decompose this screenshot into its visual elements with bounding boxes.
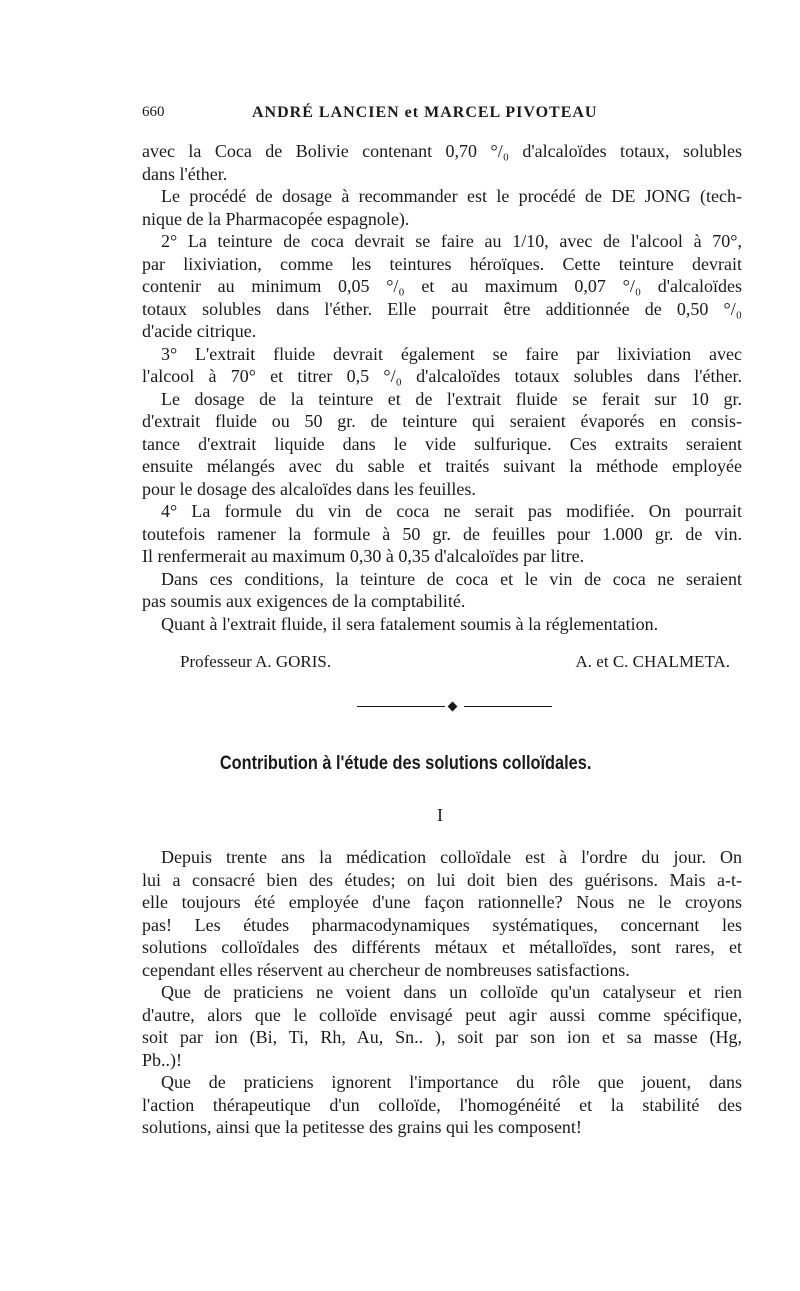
text-line: Quant à l'extrait fluide, il sera fatalement soumis à la réglementation. — [161, 613, 659, 634]
text-line: toutefois ramener la formule à 50 gr. de feuilles pour 1.000 gr. de vin. — [142, 523, 742, 544]
text-line: pas soumis aux exigences de la comptabilité. — [142, 591, 466, 611]
section-title: Contribution à l'étude des solutions colloïdales. — [219, 753, 592, 774]
text-line: d'acide citrique. — [142, 321, 257, 341]
divider-rule-left — [357, 706, 445, 707]
upper-text-block — [142, 140, 742, 635]
running-header — [142, 104, 742, 128]
text-line: Le procédé de dosage à recommander est le procédé de DE JONG (tech- — [161, 186, 742, 206]
divider-rule-right — [464, 706, 552, 707]
text-line: solutions colloïdales des différents métaux et métalloïdes, sont rares, et — [142, 937, 742, 957]
text-line: d'extrait fluide ou 50 gr. de teinture qui seraient évaporés en consis- — [142, 411, 742, 431]
text-line: Depuis trente ans la médication colloïdale est à l'ordre du jour. On — [161, 847, 742, 867]
text-line: lui a consacré bien des études; on lui doit bien des guérisons. Mais a-t- — [142, 869, 742, 890]
text-line: Dans ces conditions, la teinture de coca et le vin de coca ne seraient — [161, 568, 742, 589]
signature-left: Professeur A. GORIS. — [180, 652, 332, 671]
running-title: ANDRÉ LANCIEN et MARCEL PIVOTEAU — [252, 104, 598, 121]
text-line: avec la Coca de Bolivie contenant 0,70 °/₀ d'alcaloïdes totaux, solubles — [142, 141, 742, 161]
text-line: dans l'éther. — [142, 163, 228, 184]
text-line: l'action thérapeutique d'un colloïde, l'homogénéité et la stabilité des — [142, 1094, 742, 1115]
text-line: pour le dosage des alcaloïdes dans les feuilles. — [142, 478, 476, 499]
text-line: contenir au minimum 0,05 °/₀ et au maximum 0,07 °/₀ d'alcaloïdes — [142, 276, 742, 296]
text-line: par lixiviation, comme les teintures héroïques. Cette teinture devrait — [142, 253, 742, 274]
text-line: totaux solubles dans l'éther. Elle pourrait être additionnée de 0,50 °/₀ — [142, 298, 742, 319]
text-line: 2° La teinture de coca devrait se faire au 1/10, avec de l'alcool à 70°, — [161, 231, 742, 251]
section-divider — [357, 702, 552, 712]
text-line: soit par ion (Bi, Ti, Rh, Au, Sn.. ), soit par son ion et sa masse (Hg, — [142, 1027, 742, 1047]
page-number: 660 — [142, 104, 165, 120]
text-line: ensuite mélangés avec du sable et traités suivant la méthode employée — [142, 456, 742, 476]
text-line: cependant elles réservent au chercheur de nombreuses satisfactions. — [142, 959, 630, 980]
signatures — [180, 652, 730, 676]
section-number: I — [437, 805, 443, 825]
text-line: 3° L'extrait fluide devrait également se faire par lixiviation avec — [161, 343, 742, 364]
text-line: pas! Les études pharmacodynamiques systématiques, concernant les — [142, 914, 742, 935]
text-line: elle toujours été employée d'une façon rationnelle? Nous ne le croyons — [142, 892, 742, 912]
text-line: Que de praticiens ignorent l'importance du rôle que jouent, dans — [161, 1072, 742, 1092]
signature-right: A. et C. CHALMETA. — [575, 652, 730, 671]
text-line: nique de la Pharmacopée espagnole). — [142, 208, 410, 229]
text-line: Il renfermerait au maximum 0,30 à 0,35 d'alcaloïdes par litre. — [142, 546, 585, 566]
text-line: Que de praticiens ne voient dans un colloïde qu'un catalyseur et rien — [161, 982, 742, 1002]
text-line: d'autre, alors que le colloïde envisagé peut agir aussi comme spécifique, — [142, 1004, 742, 1025]
text-line: solutions, ainsi que la petitesse des grains qui les composent! — [142, 1117, 582, 1137]
divider-diamond-icon — [448, 702, 458, 712]
text-line: Le dosage de la teinture et de l'extrait fluide se ferait sur 10 gr. — [161, 388, 742, 409]
text-line: 4° La formule du vin de coca ne serait pas modifiée. On pourrait — [161, 501, 742, 521]
text-line: l'alcool à 70° et titrer 0,5 °/₀ d'alcaloïdes totaux solubles dans l'éther. — [142, 366, 742, 386]
text-line: Pb..)! — [142, 1049, 182, 1070]
lower-text-block — [142, 846, 742, 1139]
text-line: tance d'extrait liquide dans le vide sulfurique. Ces extraits seraient — [142, 433, 742, 454]
